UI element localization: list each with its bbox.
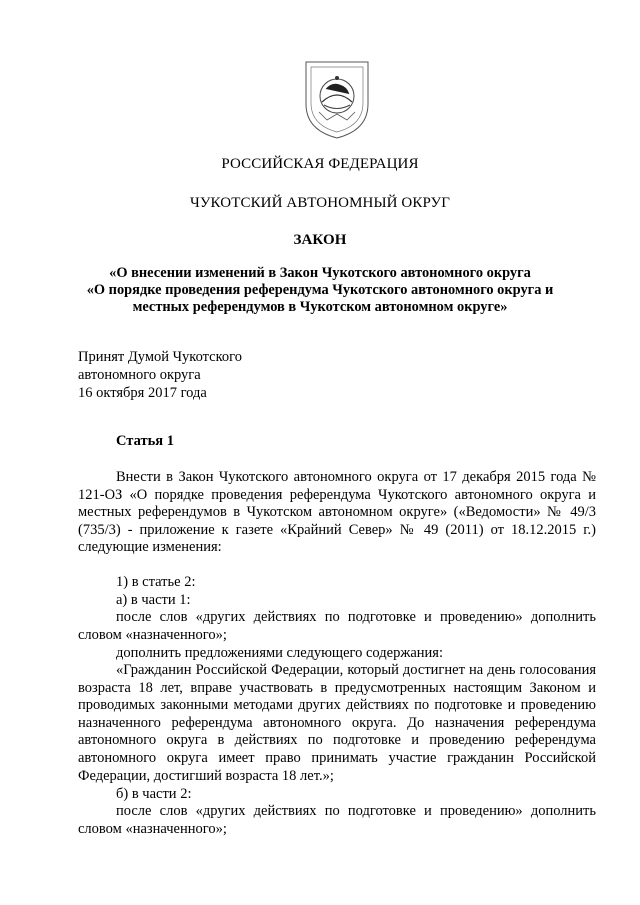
article-intro: Внести в Закон Чукотского автономного округа от 17 декабря 2015 года № 121-ОЗ «О порядке проведения референдума Чукотского автономного округа и местных референдумов в Чукотском автономном округе» («Ведомости» № 49/3 (735/3) - приложение к газете «Крайний Север» № 49 (2011) от 18.12.2015 г.) следующие изменения:	[78, 469, 596, 556]
law-title	[0, 265, 640, 316]
item-1a-quote: «Гражданин Российской Федерации, который достигнет на день голосования возраста 18 лет, вправе участвовать в предусмотренных настоящим Законом и проводимых законными методами других действиях по подготовке и проведению назначенного референдума автономного округа. До назначения референдума автономного округа в действиях по подготовке и проведению референдума автономного округа имеет право принимать участие гражданин Российской Федерации, достигший возраста 18 лет.»;	[78, 662, 596, 784]
region-heading: ЧУКОТСКИЙ АВТОНОМНЫЙ ОКРУГ	[189, 195, 451, 211]
law-title-line-3: местных референдумов в Чукотском автономном округе»	[132, 299, 508, 315]
law-heading: ЗАКОН	[293, 232, 347, 248]
item-1a-text: после слов «других действиях по подготовке и проведению» дополнить словом «назначенного»;	[78, 609, 596, 643]
law-title-line-2: «О порядке проведения референдума Чукотского автономного округа и	[86, 282, 554, 298]
adoption-line-3: 16 октября 2017 года	[78, 385, 207, 401]
article-heading: Статья 1	[116, 433, 174, 449]
item-1a-add: дополнить предложениями следующего содержания:	[116, 645, 443, 661]
adoption-info	[78, 348, 242, 402]
country-heading: РОССИЙСКАЯ ФЕДЕРАЦИЯ	[221, 156, 419, 172]
item-1a: а) в части 1:	[116, 592, 191, 608]
item-1: 1) в статье 2:	[116, 574, 196, 590]
adoption-line-1: Принят Думой Чукотского	[78, 349, 243, 365]
item-1b-text: после слов «других действиях по подготовке и проведению» дополнить словом «назначенного»;	[78, 803, 596, 837]
adoption-line-2: автономного округа	[78, 367, 201, 383]
law-title-line-1: «О внесении изменений в Закон Чукотского автономного округа	[109, 265, 531, 281]
coat-of-arms-icon	[302, 58, 372, 142]
item-1b: б) в части 2:	[116, 786, 192, 802]
